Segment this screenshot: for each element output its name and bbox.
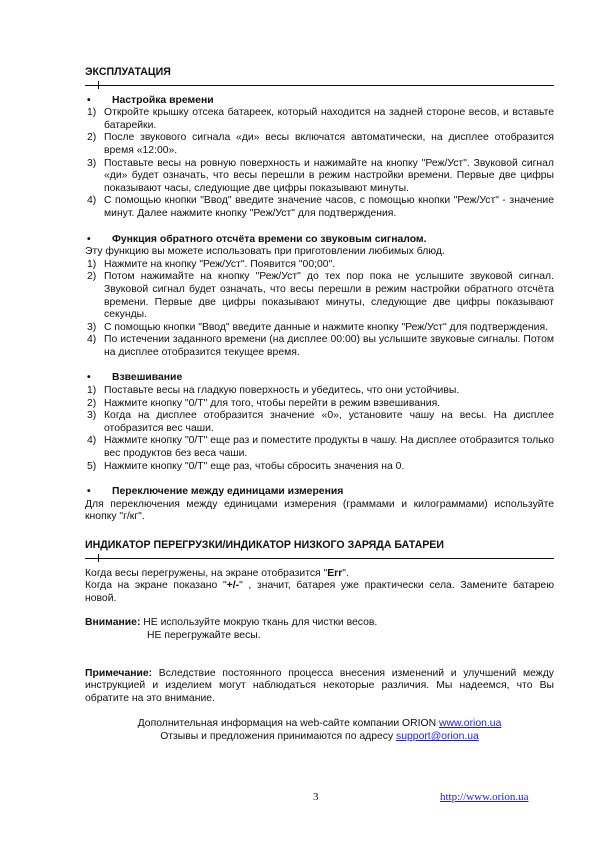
item-number: 1) (87, 258, 97, 270)
list-item (85, 334, 554, 359)
units-text: Для переключения между единицами измерения (граммами и килограммами) используйте кнопку "г/кг". (85, 498, 554, 523)
item-text: Когда на дисплее отобразится значение «0», установите чашу на весы. На дисплее отобразится вес чаши. (104, 410, 554, 434)
list-item (85, 271, 554, 321)
item-text: Потом нажимайте на кнопку "Реж/Уст" до тех пор пока не услышите звуковой сигнал. Звуковой сигнал будет означать, что весы перешли в режим настройки обратного отсчёта времени. Первые две цифры показывают минуты, следующие две цифры показывают секунды. (104, 271, 554, 321)
low-battery-text-pre: Когда на экране показано " (85, 580, 227, 592)
section-heading-overload: ИНДИКАТОР ПЕРЕГРУЗКИ/ИНДИКАТОР НИЗКОГО ЗАРЯДА БАТАРЕИ (85, 539, 444, 551)
item-text: Нажмите кнопку "0/T" еще раз, чтобы сбросить значения на 0. (104, 460, 405, 472)
warning-text: НЕ используйте мокрую ткань для чистки весов. (140, 617, 378, 629)
item-number: 4) (87, 435, 97, 447)
subsection-units (85, 486, 554, 499)
subsection-title: Переключение между единицами измерения (112, 486, 344, 498)
website-link[interactable]: www.orion.ua (438, 718, 502, 730)
subsection-intro: Эту функцию вы можете использовать при приготовлении любимых блюд. (85, 246, 445, 258)
subsection-title: Настройка времени (112, 94, 214, 106)
footer-url-link[interactable]: http://www.orion.ua (440, 791, 529, 803)
item-number: 4) (87, 195, 97, 207)
item-text: После звукового сигнала «ди» весы включатся автоматически, на дисплее отобразится время «12:00». (104, 132, 554, 156)
item-number: 2) (87, 132, 97, 144)
contact-line-2 (85, 731, 554, 744)
list-item (85, 385, 554, 398)
item-text: Нажмите кнопку "0/T" еще раз и поместите продукты в чашу. На дисплее отобразится только вес продуктов без веса чаши. (104, 435, 554, 460)
list-item (85, 259, 554, 272)
bullet-icon: • (87, 94, 91, 106)
bullet-icon: • (87, 233, 91, 245)
list-item (85, 107, 554, 132)
low-battery-text-post: " , значит, батарея уже практически села. Замените батарею новой. (85, 580, 554, 604)
manual-page (85, 66, 554, 744)
item-number: 2) (87, 397, 97, 409)
item-text: По истечении заданного времени (на дисплее 00:00) вы услышите звуковые сигналы. Потом на дисплее отобразится текущее время. (104, 334, 554, 358)
subsection-weighing (85, 372, 554, 385)
list-item (85, 132, 554, 157)
overload-code: Err (327, 567, 343, 579)
contact-text: Дополнительная информация на web-сайте компании ORION (137, 718, 439, 730)
item-number: 3) (87, 321, 97, 333)
subsection-title: Взвешивание (112, 372, 183, 384)
low-battery-text (85, 580, 554, 605)
item-text: Откройте крышку отсека батареек, который находится на задней стороне весов, и вставьте батарейки. (104, 107, 554, 131)
support-email-link[interactable]: support@orion.ua (396, 730, 479, 742)
list-item (85, 410, 554, 435)
heading-rule (85, 554, 554, 562)
list-item (85, 158, 554, 196)
item-number: 3) (87, 410, 97, 422)
warning-line-1 (85, 617, 554, 630)
list-item (85, 398, 554, 411)
list-item (85, 435, 554, 460)
list-item (85, 461, 554, 474)
item-number: 1) (87, 107, 97, 119)
note-label: Примечание: (85, 667, 153, 679)
overload-text (85, 568, 554, 581)
section-heading-operation: ЭКСПЛУАТАЦИЯ (85, 66, 171, 78)
item-number: 1) (87, 385, 97, 397)
contact-text: Отзывы и предложения принимаются по адресу (160, 730, 397, 742)
bullet-icon: • (87, 486, 91, 498)
note-text: Вследствие постоянного процесса внесения изменений и улучшений между инструкцией и изделием могут наблюдаться некоторые различия. Мы надеемся, что Вы обратите на это внимание. (85, 667, 554, 704)
warning-line-2: НЕ перегружайте весы. (147, 629, 261, 641)
list-item (85, 195, 554, 220)
page-number: 3 (313, 791, 319, 803)
overload-text-pre: Когда весы перегружены, на экране отобразится " (85, 567, 328, 579)
warning-label: Внимание: (85, 617, 141, 629)
item-number: 4) (87, 334, 97, 346)
item-text: Поставьте весы на гладкую поверхность и убедитесь, что они устойчивы. (104, 385, 460, 397)
item-number: 5) (87, 460, 97, 472)
subsection-title: Функция обратного отсчёта времени со звуковым сигналом. (112, 233, 427, 245)
contact-line-1 (85, 718, 554, 731)
item-text: С помощью кнопки "Ввод" введите данные и нажмите кнопку "Реж/Уст" для подтверждения. (104, 321, 548, 333)
bullet-icon: • (87, 372, 91, 384)
item-number: 2) (87, 271, 97, 283)
list-item (85, 322, 554, 335)
subsection-time-setting (85, 95, 554, 108)
heading-rule (85, 81, 554, 89)
overload-text-post: ". (342, 567, 349, 579)
item-text: Нажмите кнопку "0/T" для того, чтобы перейти в режим взвешивания. (104, 397, 441, 409)
subsection-countdown (85, 234, 554, 247)
item-text: Поставьте весы на ровную поверхность и нажимайте на кнопку "Реж/Уст". Звуковой сигнал «ди» будет означать, что весы перешли в режим настройки времени. Первые две цифры показывают часы, следующие две цифры показывают минуты. (104, 157, 554, 194)
low-battery-code: +/- (226, 580, 240, 592)
item-text: Нажмите на кнопку "Реж/Уст". Появится "00;00". (104, 258, 336, 270)
item-text: С помощью кнопки "Ввод" введите значение часов, с помощью кнопки "Реж/Уст" - значение минут. Далее нажмите кнопку "Реж/Уст" для подтверждения. (104, 195, 554, 219)
item-number: 3) (87, 157, 97, 169)
note-paragraph (85, 668, 554, 706)
